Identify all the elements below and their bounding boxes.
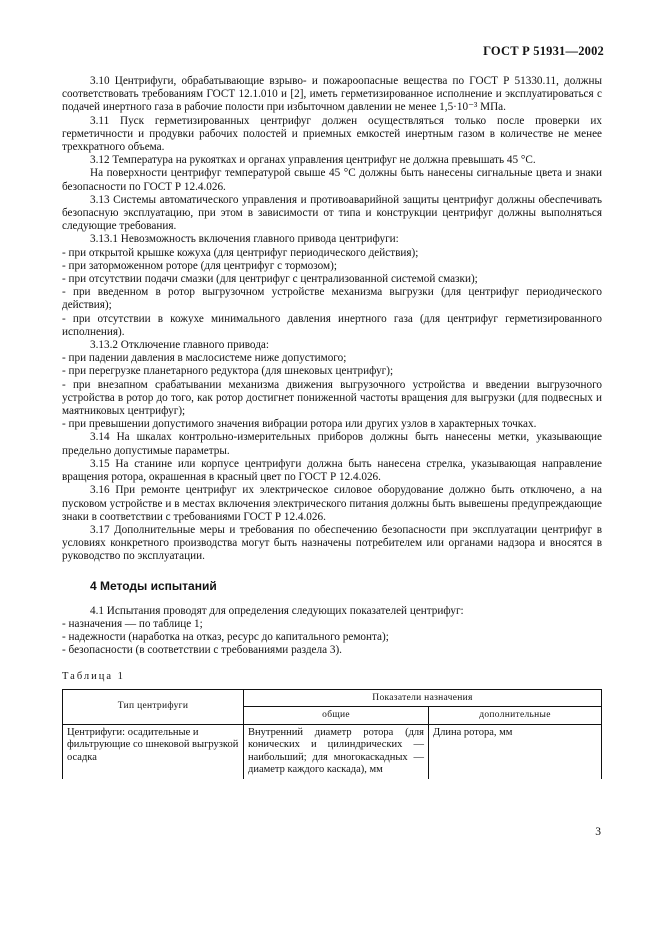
data-table xyxy=(62,689,602,779)
col-group-header: Показатели назначения xyxy=(244,689,602,707)
list-item: - при отсутствии подачи смазки (для центрифуг с централизованной системой смазки); xyxy=(62,273,478,286)
list-item: - надежности (наработка на отказ, ресурс до капитального ремонта); xyxy=(62,631,389,644)
table-caption: Таблица 1 xyxy=(62,670,125,682)
col-header-type: Тип центрифуги xyxy=(63,689,244,724)
list-item: - при заторможенном роторе (для центрифуг с тормозом); xyxy=(62,259,337,272)
cell-type: Центрифуги: осадительные и фильтрующие со шнековой выгрузкой осадка xyxy=(63,724,244,779)
paragraph: 3.14 На шкалах контрольно-измерительных приборов должны быть нанесены метки, указывающие предельно допустимые параметры. xyxy=(62,431,602,457)
section-heading: 4 Методы испытаний xyxy=(90,578,217,593)
paragraph: 4.1 Испытания проводят для определения следующих показателей центрифуг: xyxy=(90,604,464,617)
list-item: - при открытой крышке кожуха (для центрифуг периодического действия); xyxy=(62,246,419,259)
paragraph: 3.13.1 Невозможность включения главного привода центрифуги: xyxy=(90,233,399,246)
list-item: - назначения — по таблице 1; xyxy=(62,617,203,630)
paragraph: На поверхности центрифуг температурой свыше 45 °С должны быть нанесены сигнальные цвета и знаки безопасности по ГОСТ Р 12.4.026. xyxy=(62,167,602,193)
paragraph: 3.12 Температура на рукоятках и органах управления центрифуг не должна превышать 45 °С. xyxy=(90,154,536,167)
list-item: - при внезапном срабатывании механизма движения выгрузочного устройства и введении выгрузочного устройства в ротор до того, как ротор достигнет пониженной частоты вращения для выгрузки (для подвесных и маятниковых центрифуг); xyxy=(62,378,602,418)
cell-additional: Длина ротора, мм xyxy=(429,724,602,779)
paragraph: 3.16 При ремонте центрифуг их электрическое силовое оборудование должно быть отключено, а на пусковом устройстве и в местах включения электрического питания должны быть вывешены предупреждающие знаки в соответствии с требованиями ГОСТ Р 12.4.026. xyxy=(62,484,602,523)
list-item: - безопасности (в соответствии с требованиями раздела 3). xyxy=(62,644,342,657)
list-item: - при отсутствии в кожухе минимального давления инертного газа (для центрифуг герметизированного исполнения). xyxy=(62,312,602,338)
list-item: - при падении давления в маслосистеме ниже допустимого; xyxy=(62,352,347,365)
list-item: - при введенном в ротор выгрузочном устройстве механизма выгрузки (для центрифуг периодического действия); xyxy=(62,286,602,312)
paragraph: 3.13.2 Отключение главного привода: xyxy=(90,339,269,352)
col-header-additional: дополнительные xyxy=(429,707,602,725)
page-number: 3 xyxy=(595,826,601,838)
table-row xyxy=(63,724,602,779)
paragraph: 3.17 Дополнительные меры и требования по обеспечению безопасности при эксплуатации центрифуг в условиях конкретного производства могут быть назначены потребителем или органами надзора и вносятся в руководство по эксплуатации. xyxy=(62,523,602,563)
page-content xyxy=(62,75,602,779)
document-header: ГОСТ Р 51931—2002 xyxy=(483,44,604,58)
cell-general: Внутренний диаметр ротора (для конических и цилиндрических — наибольший; для многокаскадных — диаметр каждого каскада), мм xyxy=(244,724,429,779)
paragraph: 3.10 Центрифуги, обрабатывающие взрыво- и пожароопасные вещества по ГОСТ Р 51330.11, должны соответствовать требованиям ГОСТ 12.1.010 и [2], иметь герметизированное исполнение и эксплуатироваться с подачей инертного газа в рабочие полости при избыточном давлении не менее 1,5·10⁻³ МПа. xyxy=(62,75,602,114)
paragraph: 3.13 Системы автоматического управления и противоаварийной защиты центрифуг должны обеспечивать безопасную эксплуатацию, при этом в зависимости от типа и конструкции центрифуг должны выполняться следующие требования. xyxy=(62,193,602,233)
paragraph: 3.15 На станине или корпусе центрифуги должна быть нанесена стрелка, указывающая направление вращения ротора, окрашенная в красный цвет по ГОСТ Р 12.4.026. xyxy=(62,457,602,484)
col-header-general: общие xyxy=(244,707,429,725)
list-item: - при перегрузке планетарного редуктора (для шнековых центрифуг); xyxy=(62,365,394,378)
paragraph: 3.11 Пуск герметизированных центрифуг должен осуществляться только после проверки их герметичности и продувки рабочих полостей и приемных емкостей инертным газом в количестве не менее трехкратного объема. xyxy=(62,114,602,154)
list-item: - при превышении допустимого значения вибрации ротора или других узлов в характерных точках. xyxy=(62,418,537,431)
